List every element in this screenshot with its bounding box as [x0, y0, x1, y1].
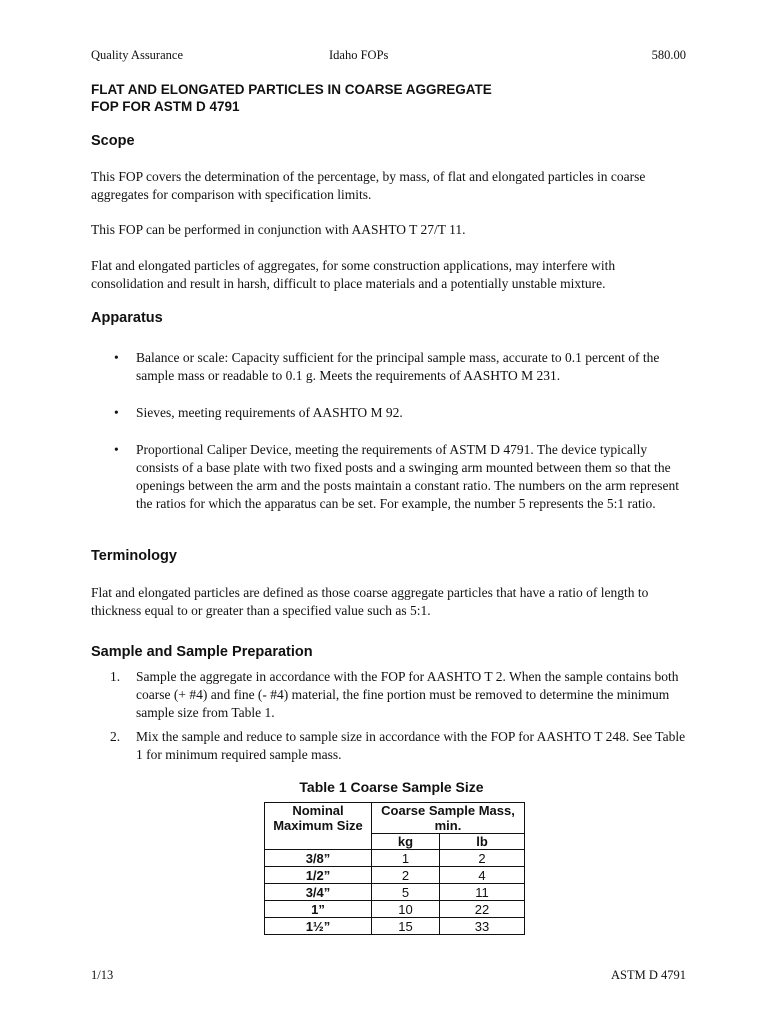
document-title	[91, 81, 492, 115]
cell-lb: 33	[440, 918, 525, 935]
table-row	[265, 850, 525, 867]
scope-paragraph-1: This FOP covers the determination of the percentage, by mass, of flat and elongated particles in coarse aggregates for comparison with specification limits.	[91, 169, 646, 202]
cell-lb: 4	[440, 867, 525, 884]
col-header-nominal-size: Nominal Maximum Size	[265, 803, 372, 850]
scope-paragraph-3: Flat and elongated particles of aggregates, for some construction applications, may interfere with consolidation and result in harsh, difficult to place materials and a potentially unstable mixture.	[91, 258, 616, 291]
bullet-glyph: •	[114, 405, 119, 420]
footer-page-number: 1/13	[91, 968, 114, 982]
table-row	[265, 918, 525, 935]
scope-paragraph-2: This FOP can be performed in conjunction with AASHTO T 27/T 11.	[91, 222, 466, 237]
header-left: Quality Assurance	[91, 48, 183, 62]
cell-kg: 10	[372, 901, 440, 918]
cell-lb: 2	[440, 850, 525, 867]
apparatus-item-text: Proportional Caliper Device, meeting the requirements of ASTM D 4791. The device typically consists of a base plate with two fixed posts and a swinging arm mounted between them so that the openings between the arm and the posts maintain a constant ratio. The numbers on the arm represent the ratios for which the apparatus can be set. For example, the number 5 represents the 5:1 ratio.	[136, 442, 679, 511]
apparatus-item-caliper	[114, 441, 689, 513]
sample-step-1	[110, 668, 690, 722]
sample-step-2	[110, 728, 690, 764]
col-header-kg: kg	[372, 834, 440, 850]
section-heading-sample-preparation: Sample and Sample Preparation	[91, 644, 313, 660]
apparatus-item-balance	[114, 349, 689, 385]
section-heading-terminology: Terminology	[91, 548, 177, 564]
cell-size: 1½”	[265, 918, 372, 935]
header-center: Idaho FOPs	[329, 48, 389, 62]
bullet-glyph: •	[114, 442, 119, 457]
footer-document-id: ASTM D 4791	[610, 968, 686, 982]
step-number: 1.	[110, 669, 121, 684]
bullet-glyph: •	[114, 350, 119, 365]
table-row	[265, 884, 525, 901]
cell-kg: 15	[372, 918, 440, 935]
apparatus-item-text: Balance or scale: Capacity sufficient for the principal sample mass, accurate to 0.1 percent of the sample mass or readable to 0.1 g. Meets the requirements of AASHTO M 231.	[136, 350, 660, 383]
col-header-coarse-sample-mass: Coarse Sample Mass, min.	[372, 803, 525, 834]
cell-lb: 11	[440, 884, 525, 901]
step-number: 2.	[110, 729, 121, 744]
cell-size: 3/4”	[265, 884, 372, 901]
terminology-paragraph: Flat and elongated particles are defined as those coarse aggregate particles that have a ratio of length to thickness equal to or greater than a specified value such as 5:1.	[91, 585, 649, 618]
table-row	[265, 901, 525, 918]
cell-size: 1”	[265, 901, 372, 918]
section-heading-scope: Scope	[91, 133, 135, 149]
title-line-1: FLAT AND ELONGATED PARTICLES IN COARSE AGGREGATE	[91, 82, 492, 97]
section-heading-apparatus: Apparatus	[91, 310, 163, 326]
apparatus-item-text: Sieves, meeting requirements of AASHTO M 92.	[136, 405, 403, 420]
apparatus-item-sieves	[114, 404, 689, 422]
cell-size: 3/8”	[265, 850, 372, 867]
cell-lb: 22	[440, 901, 525, 918]
cell-kg: 5	[372, 884, 440, 901]
cell-size: 1/2”	[265, 867, 372, 884]
table-1-title: Table 1 Coarse Sample Size	[299, 779, 484, 795]
cell-kg: 1	[372, 850, 440, 867]
table-row	[265, 867, 525, 884]
step-text: Mix the sample and reduce to sample size in accordance with the FOP for AASHTO T 248. See Table 1 for minimum required sample mass.	[136, 729, 686, 762]
col-header-lb: lb	[440, 834, 525, 850]
header-right: 580.00	[651, 48, 686, 62]
title-line-2: FOP FOR ASTM D 4791	[91, 99, 240, 114]
cell-kg: 2	[372, 867, 440, 884]
coarse-sample-size-table	[264, 802, 525, 935]
step-text: Sample the aggregate in accordance with the FOP for AASHTO T 2. When the sample contains both coarse (+ #4) and fine (- #4) material, the fine portion must be removed to determine the minimum sample size from Table 1.	[136, 669, 679, 720]
